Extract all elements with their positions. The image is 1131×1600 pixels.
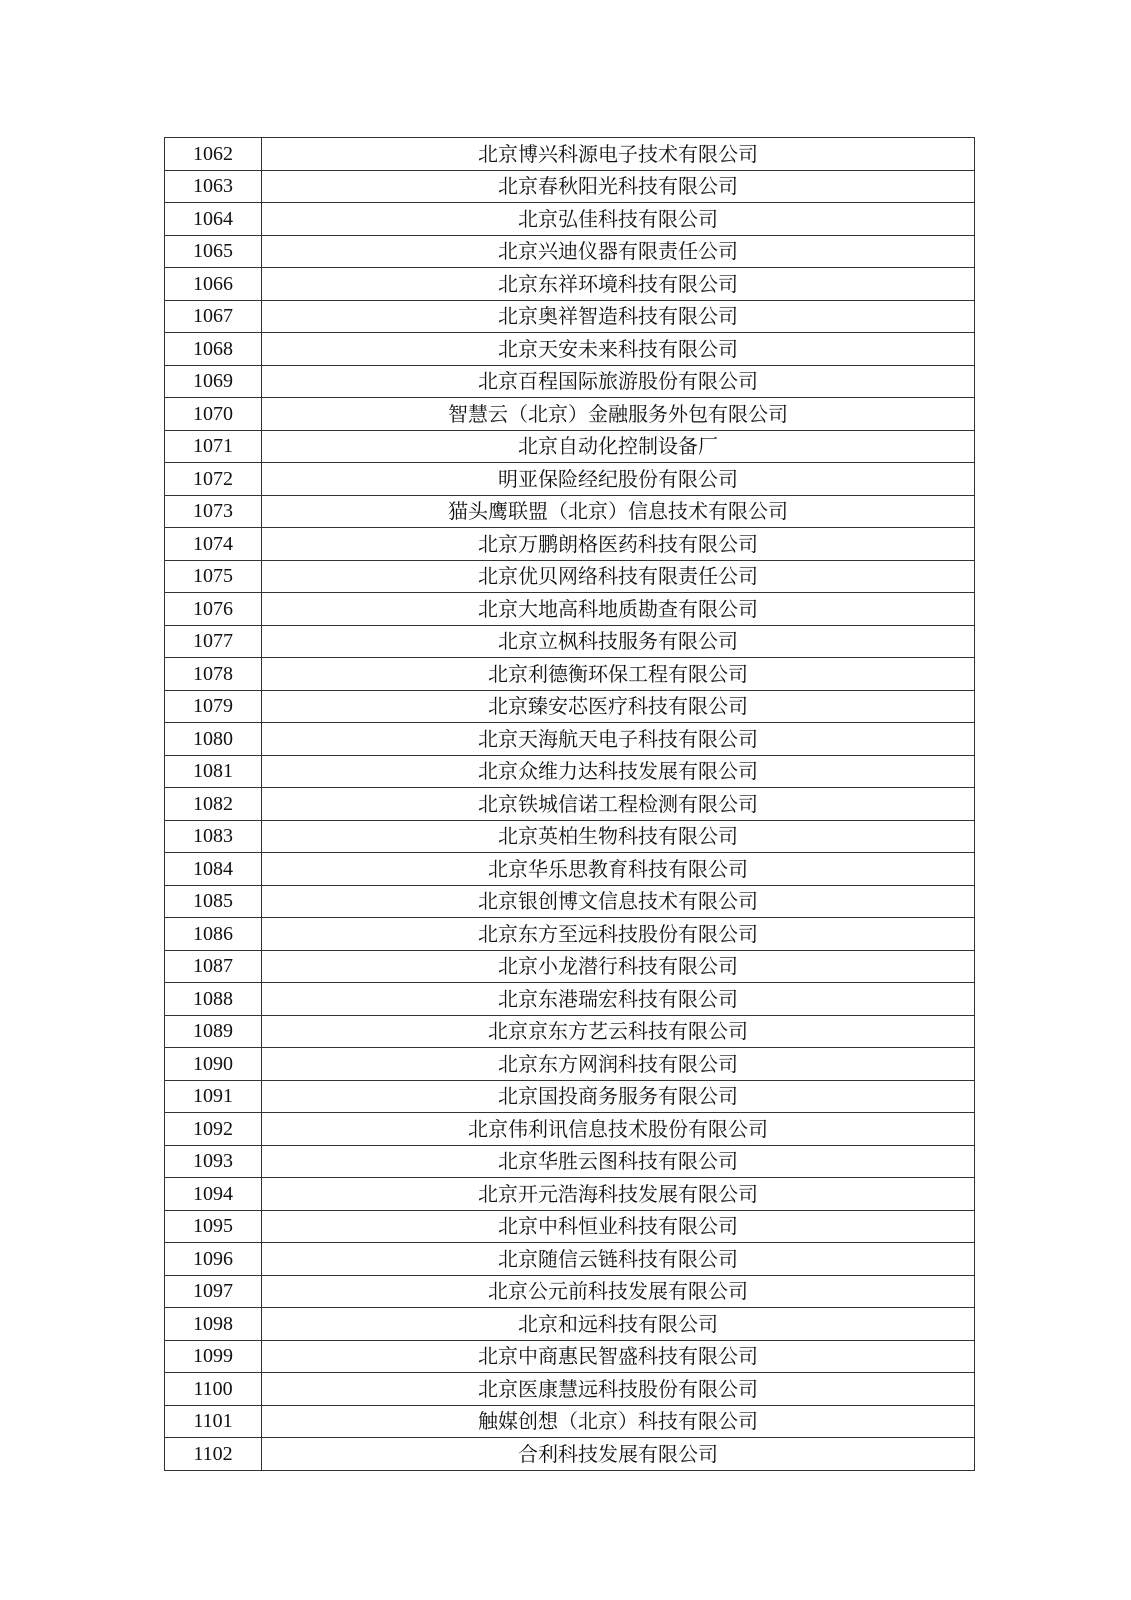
row-number-cell: 1096 bbox=[165, 1243, 262, 1276]
company-name-cell: 北京立枫科技服务有限公司 bbox=[262, 625, 975, 658]
row-number-cell: 1101 bbox=[165, 1405, 262, 1438]
table-row bbox=[165, 495, 975, 528]
table-row bbox=[165, 1243, 975, 1276]
row-number-cell: 1080 bbox=[165, 723, 262, 756]
row-number-cell: 1089 bbox=[165, 1015, 262, 1048]
table-row bbox=[165, 333, 975, 366]
table-row bbox=[165, 1405, 975, 1438]
company-name-cell: 北京华胜云图科技有限公司 bbox=[262, 1145, 975, 1178]
company-name-cell: 北京中科恒业科技有限公司 bbox=[262, 1210, 975, 1243]
table-row bbox=[165, 885, 975, 918]
company-name-cell: 北京国投商务服务有限公司 bbox=[262, 1080, 975, 1113]
row-number-cell: 1082 bbox=[165, 788, 262, 821]
company-name-cell: 北京自动化控制设备厂 bbox=[262, 430, 975, 463]
table-row bbox=[165, 365, 975, 398]
table-row bbox=[165, 203, 975, 236]
company-name-cell: 北京铁城信诺工程检测有限公司 bbox=[262, 788, 975, 821]
company-name-cell: 北京博兴科源电子技术有限公司 bbox=[262, 138, 975, 171]
row-number-cell: 1091 bbox=[165, 1080, 262, 1113]
table-row bbox=[165, 723, 975, 756]
company-name-cell: 北京随信云链科技有限公司 bbox=[262, 1243, 975, 1276]
company-name-cell: 北京和远科技有限公司 bbox=[262, 1308, 975, 1341]
table-row bbox=[165, 1145, 975, 1178]
row-number-cell: 1094 bbox=[165, 1178, 262, 1211]
company-name-cell: 北京百程国际旅游股份有限公司 bbox=[262, 365, 975, 398]
table-row bbox=[165, 1080, 975, 1113]
row-number-cell: 1077 bbox=[165, 625, 262, 658]
company-name-cell: 北京弘佳科技有限公司 bbox=[262, 203, 975, 236]
company-name-cell: 北京中商惠民智盛科技有限公司 bbox=[262, 1340, 975, 1373]
row-number-cell: 1070 bbox=[165, 398, 262, 431]
company-name-cell: 北京优贝网络科技有限责任公司 bbox=[262, 560, 975, 593]
row-number-cell: 1085 bbox=[165, 885, 262, 918]
table-row bbox=[165, 853, 975, 886]
row-number-cell: 1067 bbox=[165, 300, 262, 333]
table-row bbox=[165, 1275, 975, 1308]
company-name-cell: 北京京东方艺云科技有限公司 bbox=[262, 1015, 975, 1048]
table-row bbox=[165, 560, 975, 593]
table-row bbox=[165, 1373, 975, 1406]
row-number-cell: 1068 bbox=[165, 333, 262, 366]
company-name-cell: 北京医康慧远科技股份有限公司 bbox=[262, 1373, 975, 1406]
company-name-cell: 北京大地高科地质勘查有限公司 bbox=[262, 593, 975, 626]
table-row bbox=[165, 820, 975, 853]
row-number-cell: 1075 bbox=[165, 560, 262, 593]
table-row bbox=[165, 1178, 975, 1211]
table-row bbox=[165, 170, 975, 203]
company-name-cell: 北京众维力达科技发展有限公司 bbox=[262, 755, 975, 788]
table-row bbox=[165, 430, 975, 463]
row-number-cell: 1064 bbox=[165, 203, 262, 236]
table-row bbox=[165, 1340, 975, 1373]
company-name-cell: 北京华乐思教育科技有限公司 bbox=[262, 853, 975, 886]
table-row bbox=[165, 528, 975, 561]
table-row bbox=[165, 918, 975, 951]
company-name-cell: 明亚保险经纪股份有限公司 bbox=[262, 463, 975, 496]
company-name-cell: 北京春秋阳光科技有限公司 bbox=[262, 170, 975, 203]
row-number-cell: 1069 bbox=[165, 365, 262, 398]
row-number-cell: 1071 bbox=[165, 430, 262, 463]
company-name-cell: 北京东祥环境科技有限公司 bbox=[262, 268, 975, 301]
table-row bbox=[165, 593, 975, 626]
row-number-cell: 1072 bbox=[165, 463, 262, 496]
row-number-cell: 1093 bbox=[165, 1145, 262, 1178]
table-row bbox=[165, 268, 975, 301]
row-number-cell: 1083 bbox=[165, 820, 262, 853]
company-name-cell: 北京小龙潜行科技有限公司 bbox=[262, 950, 975, 983]
table-row bbox=[165, 1113, 975, 1146]
row-number-cell: 1074 bbox=[165, 528, 262, 561]
company-name-cell: 北京利德衡环保工程有限公司 bbox=[262, 658, 975, 691]
company-name-cell: 触媒创想（北京）科技有限公司 bbox=[262, 1405, 975, 1438]
table-body bbox=[165, 138, 975, 1471]
company-name-cell: 猫头鹰联盟（北京）信息技术有限公司 bbox=[262, 495, 975, 528]
row-number-cell: 1078 bbox=[165, 658, 262, 691]
row-number-cell: 1063 bbox=[165, 170, 262, 203]
table-row bbox=[165, 1048, 975, 1081]
row-number-cell: 1079 bbox=[165, 690, 262, 723]
table-row bbox=[165, 950, 975, 983]
row-number-cell: 1066 bbox=[165, 268, 262, 301]
table-row bbox=[165, 300, 975, 333]
row-number-cell: 1087 bbox=[165, 950, 262, 983]
table-row bbox=[165, 463, 975, 496]
company-name-cell: 北京公元前科技发展有限公司 bbox=[262, 1275, 975, 1308]
row-number-cell: 1095 bbox=[165, 1210, 262, 1243]
row-number-cell: 1076 bbox=[165, 593, 262, 626]
company-name-cell: 北京东方网润科技有限公司 bbox=[262, 1048, 975, 1081]
company-name-cell: 北京东方至远科技股份有限公司 bbox=[262, 918, 975, 951]
company-name-cell: 北京英柏生物科技有限公司 bbox=[262, 820, 975, 853]
row-number-cell: 1097 bbox=[165, 1275, 262, 1308]
table-row bbox=[165, 690, 975, 723]
company-name-cell: 北京天海航天电子科技有限公司 bbox=[262, 723, 975, 756]
table-row bbox=[165, 755, 975, 788]
row-number-cell: 1062 bbox=[165, 138, 262, 171]
table-row bbox=[165, 658, 975, 691]
company-name-cell: 北京天安未来科技有限公司 bbox=[262, 333, 975, 366]
company-name-cell: 北京银创博文信息技术有限公司 bbox=[262, 885, 975, 918]
table-row bbox=[165, 788, 975, 821]
table-row bbox=[165, 398, 975, 431]
table-row bbox=[165, 235, 975, 268]
row-number-cell: 1098 bbox=[165, 1308, 262, 1341]
row-number-cell: 1073 bbox=[165, 495, 262, 528]
table-row bbox=[165, 1015, 975, 1048]
row-number-cell: 1100 bbox=[165, 1373, 262, 1406]
company-name-cell: 智慧云（北京）金融服务外包有限公司 bbox=[262, 398, 975, 431]
table-row bbox=[165, 138, 975, 171]
company-name-cell: 北京兴迪仪器有限责任公司 bbox=[262, 235, 975, 268]
row-number-cell: 1088 bbox=[165, 983, 262, 1016]
company-name-cell: 北京东港瑞宏科技有限公司 bbox=[262, 983, 975, 1016]
company-name-cell: 北京开元浩海科技发展有限公司 bbox=[262, 1178, 975, 1211]
row-number-cell: 1086 bbox=[165, 918, 262, 951]
table-row bbox=[165, 1210, 975, 1243]
row-number-cell: 1084 bbox=[165, 853, 262, 886]
row-number-cell: 1092 bbox=[165, 1113, 262, 1146]
table-row bbox=[165, 1308, 975, 1341]
company-name-cell: 北京臻安芯医疗科技有限公司 bbox=[262, 690, 975, 723]
row-number-cell: 1099 bbox=[165, 1340, 262, 1373]
row-number-cell: 1065 bbox=[165, 235, 262, 268]
row-number-cell: 1090 bbox=[165, 1048, 262, 1081]
table-row bbox=[165, 983, 975, 1016]
company-name-cell: 北京伟利讯信息技术股份有限公司 bbox=[262, 1113, 975, 1146]
table-row bbox=[165, 625, 975, 658]
company-name-cell: 北京万鹏朗格医药科技有限公司 bbox=[262, 528, 975, 561]
company-name-cell: 合利科技发展有限公司 bbox=[262, 1438, 975, 1471]
row-number-cell: 1102 bbox=[165, 1438, 262, 1471]
company-list-table bbox=[164, 137, 975, 1471]
company-name-cell: 北京奥祥智造科技有限公司 bbox=[262, 300, 975, 333]
table-row bbox=[165, 1438, 975, 1471]
row-number-cell: 1081 bbox=[165, 755, 262, 788]
